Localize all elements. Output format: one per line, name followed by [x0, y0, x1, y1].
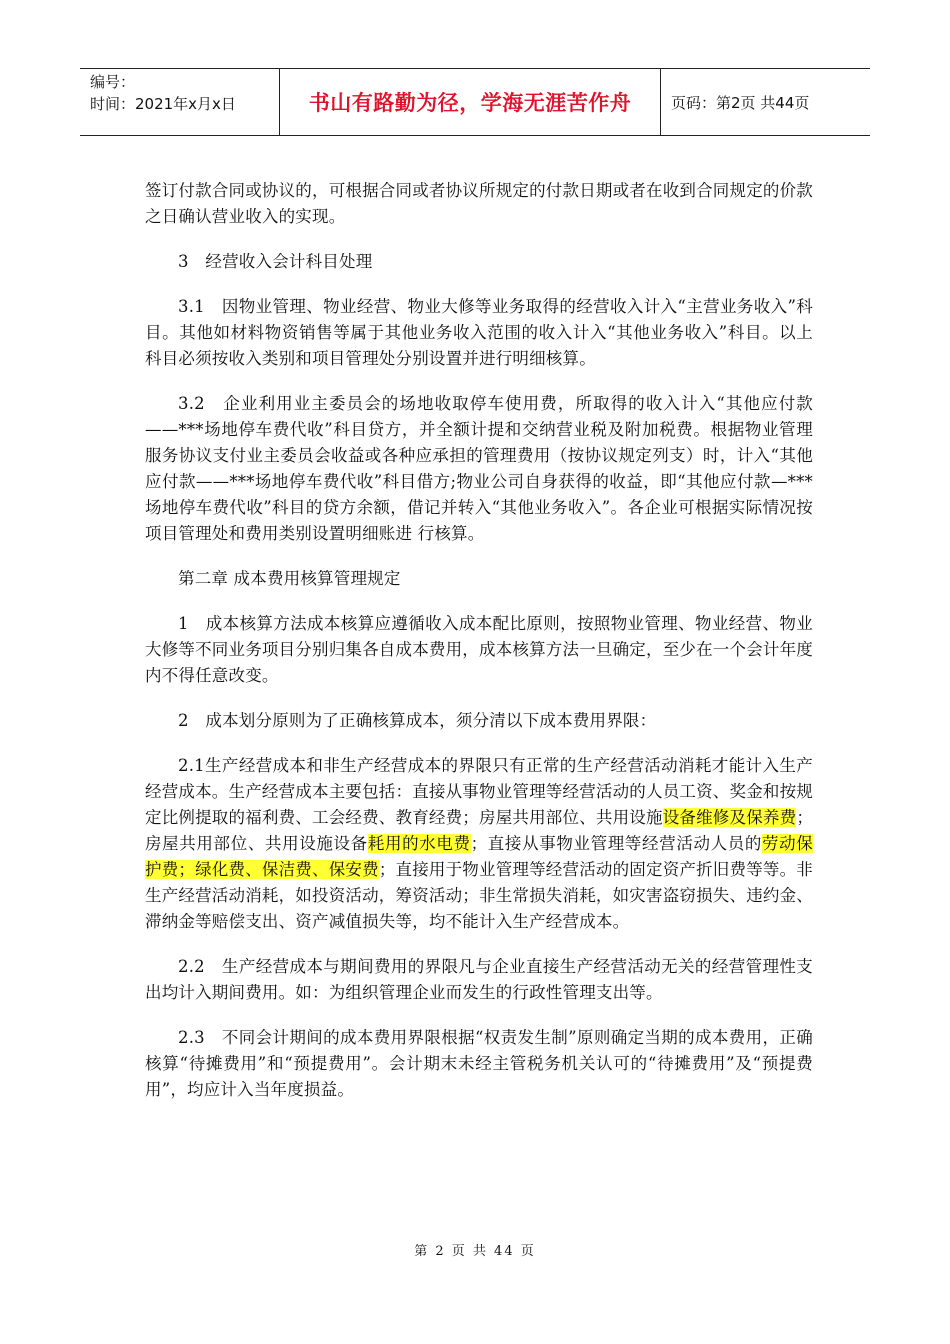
paragraph: 3.1 因物业管理、物业经营、物业大修等业务取得的经营收入计入“主营业务收入”科目。其他如材料物资销售等属于其他业务收入范围的收入计入“其他业务收入”科目。以上科目必须按收入类别和项目管理处分别设置并进行明细核算。 [145, 297, 813, 368]
header-motto: 书山有路勤为径，学海无涯苦作舟 [280, 69, 661, 135]
page-footer: 第 2 页 共 44 页 [414, 1244, 536, 1259]
paragraph: 3.2 企业利用业主委员会的场地收取停车使用费，所取得的收入计入“其他应付款——***场地停车费代收”科目贷方，并全额计提和交纳营业税及附加税费。根据物业管理服务协议支付业主委员会收益或各种应承担的管理费用（按协议规定列支）时，计入“其他应付款——***场地停车费代收”科目借方;物业公司自身获得的收益，即“其他应付款—***场地停车费代收”科目的贷方余额，借记并转入“其他业务收入”。各企业可根据实际情况按项目管理处和费用类别设置明细账进 行核算。 [145, 394, 813, 543]
paragraph-highlighted [145, 753, 813, 935]
paragraph: 2 成本划分原则为了正确核算成本，须分清以下成本费用界限： [178, 711, 657, 730]
text-segment: ；直接从事物业管理等经营活动人员的 [470, 834, 763, 853]
paragraph: 2.2 生产经营成本与期间费用的界限凡与企业直接生产经营活动无关的经营管理性支出均计入期间费用。如：为组织管理企业而发生的行政性管理支出等。 [145, 957, 813, 1002]
section-heading: 3 经营收入会计科目处理 [178, 252, 373, 271]
text-segment: 2.1生产经营成本和非生产经营成本的界限只有正常的生产经营活动消耗才能计入生产经营成本。生产经营成本主要包括：直接从事物业管理等经营活动的人员工资、奖金和按规定比例提取的福利费、工会经费、教育经费；房屋共用部位、共用设施 [145, 756, 813, 827]
highlighted-text: 设备维修及保养费 [662, 808, 797, 827]
header-meta [80, 69, 280, 135]
document-body [145, 178, 813, 1122]
text-segment: ；房屋共用部位、共用设施设备 [145, 808, 814, 853]
paragraph: 1 成本核算方法成本核算应遵循收入成本配比原则，按照物业管理、物业经营、物业大修等不同业务项目分别归集各自成本费用，成本核算方法一旦确定，至少在一个会计年度内不得任意改变。 [145, 614, 813, 685]
chapter-heading: 第二章 成本费用核算管理规定 [178, 569, 401, 588]
highlighted-text: 劳动保护费；绿化费、保洁费、保安费 [145, 834, 813, 879]
number-label: 编号： [90, 73, 136, 91]
text-segment: ；直接用于物业管理等经营活动的固定资产折旧费等等。非生产经营活动消耗，如投资活动，筹资活动；非生常损失消耗，如灾害盗窃损失、违约金、滞纳金等赔偿支出、资产减值损失等，均不能计入生产经营成本。 [145, 860, 814, 931]
date-label: 时间：2021年x月x日 [90, 95, 236, 113]
page-header [80, 68, 870, 136]
paragraph: 2.3 不同会计期间的成本费用界限根据“权责发生制”原则确定当期的成本费用，正确核算“待摊费用”和“预提费用”。会计期末未经主管税务机关认可的“待摊费用”及“预提费用”，均应计入当年度损益。 [145, 1028, 813, 1099]
highlighted-text: 耗用的水电费 [367, 834, 471, 853]
paragraph: 签订付款合同或协议的，可根据合同或者协议所规定的付款日期或者在收到合同规定的价款之日确认营业收入的实现。 [145, 181, 813, 226]
header-page-info: 页码：第2页 共44页 [671, 93, 810, 112]
